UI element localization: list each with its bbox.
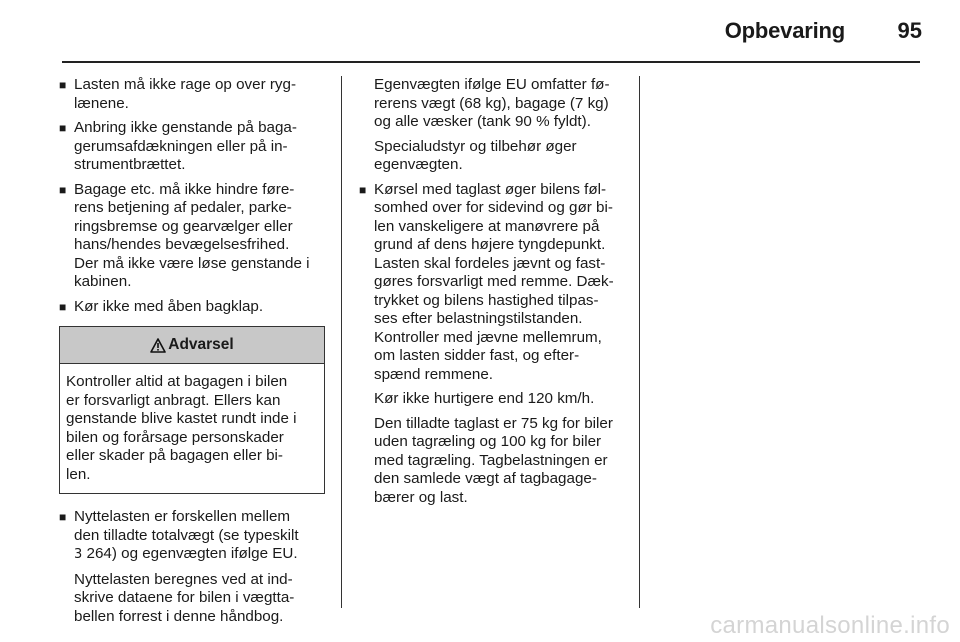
bullet-mark: ■ bbox=[59, 510, 67, 524]
page-reference-icon[interactable]: 3 bbox=[74, 547, 83, 562]
warning-triangle-icon bbox=[150, 338, 166, 353]
warning-title: Advarsel bbox=[168, 335, 234, 353]
list-item: ■ Nyttelasten er forskellen mellem den tilladte totalvægt (se typeskilt 3 264) og egenvægten ifølge EU. bbox=[59, 508, 299, 562]
warning-header bbox=[60, 327, 324, 364]
paragraph: Kør ikke hurtigere end 120 km/h. bbox=[374, 390, 595, 407]
page-number: 95 bbox=[897, 18, 922, 43]
list-item: ■ Bagage etc. må ikke hindre føre- rens betjening af pedaler, parke- ringsbremse og gearvælger eller hans/hendes bevægelsesfrihed. Der må ikke være løse genstande i kabinen. bbox=[59, 180, 310, 290]
watermark: carmanualsonline.info bbox=[710, 612, 950, 639]
list-item: ■ Kørsel med taglast øger bilens føl- somhed over for sidevind og gør bi- len vanskeligere at manøvrere på grund af dens højere tyngdepunkt. Lasten skal fordeles jævnt og fast- gøres forsvarligt med remme. Dæk- trykket og bilens hastighed tilpas- ses efter belastningstilstanden. Kontroller med jævne mellemrum, om lasten sidder fast, og efter- spænd remmene. bbox=[359, 180, 614, 383]
column-divider-1 bbox=[341, 76, 342, 608]
page-header bbox=[0, 0, 960, 62]
warning-box bbox=[59, 326, 325, 494]
warning-body: Kontroller altid at bagagen i bilen er forsvarligt anbragt. Ellers kan genstande blive kastet rundt inde i bilen og forårsage personskader eller skader på bagagen eller bi- len. bbox=[66, 373, 297, 483]
list-item: ■ Anbring ikke genstande på baga- gerumsafdækningen eller på in- strumentbrættet. bbox=[59, 119, 297, 173]
paragraph: Den tilladte taglast er 75 kg for biler uden tagræling og 100 kg for biler med tagræling. Tagbelastningen er den samlede vægt af tagbagage- bærer og last. bbox=[374, 414, 613, 506]
list-item: ■ Kør ikke med åben bagklap. bbox=[59, 297, 264, 315]
list-item: ■ Lasten må ikke rage op over ryg- lænene. bbox=[59, 76, 297, 112]
header-rule bbox=[62, 61, 920, 63]
right-column bbox=[359, 76, 627, 513]
bullet-mark: ■ bbox=[59, 182, 67, 197]
section-title: Opbevaring bbox=[724, 18, 845, 43]
left-column bbox=[59, 76, 329, 632]
bullet-mark: ■ bbox=[59, 299, 67, 314]
bullet-mark: ■ bbox=[59, 78, 67, 92]
bullet-mark: ■ bbox=[359, 182, 367, 197]
column-divider-2 bbox=[639, 76, 640, 608]
paragraph: Specialudstyr og tilbehør øger egenvægten. bbox=[374, 137, 577, 173]
paragraph: Egenvægten ifølge EU omfatter fø- rerens vægt (68 kg), bagage (7 kg) og alle væsker (tank 90 % fyldt). bbox=[374, 76, 610, 130]
paragraph: Nyttelasten beregnes ved at ind- skrive dataene for bilen i vægtta- bellen forrest i denne håndbog. bbox=[74, 570, 295, 625]
bullet-mark: ■ bbox=[59, 121, 67, 135]
